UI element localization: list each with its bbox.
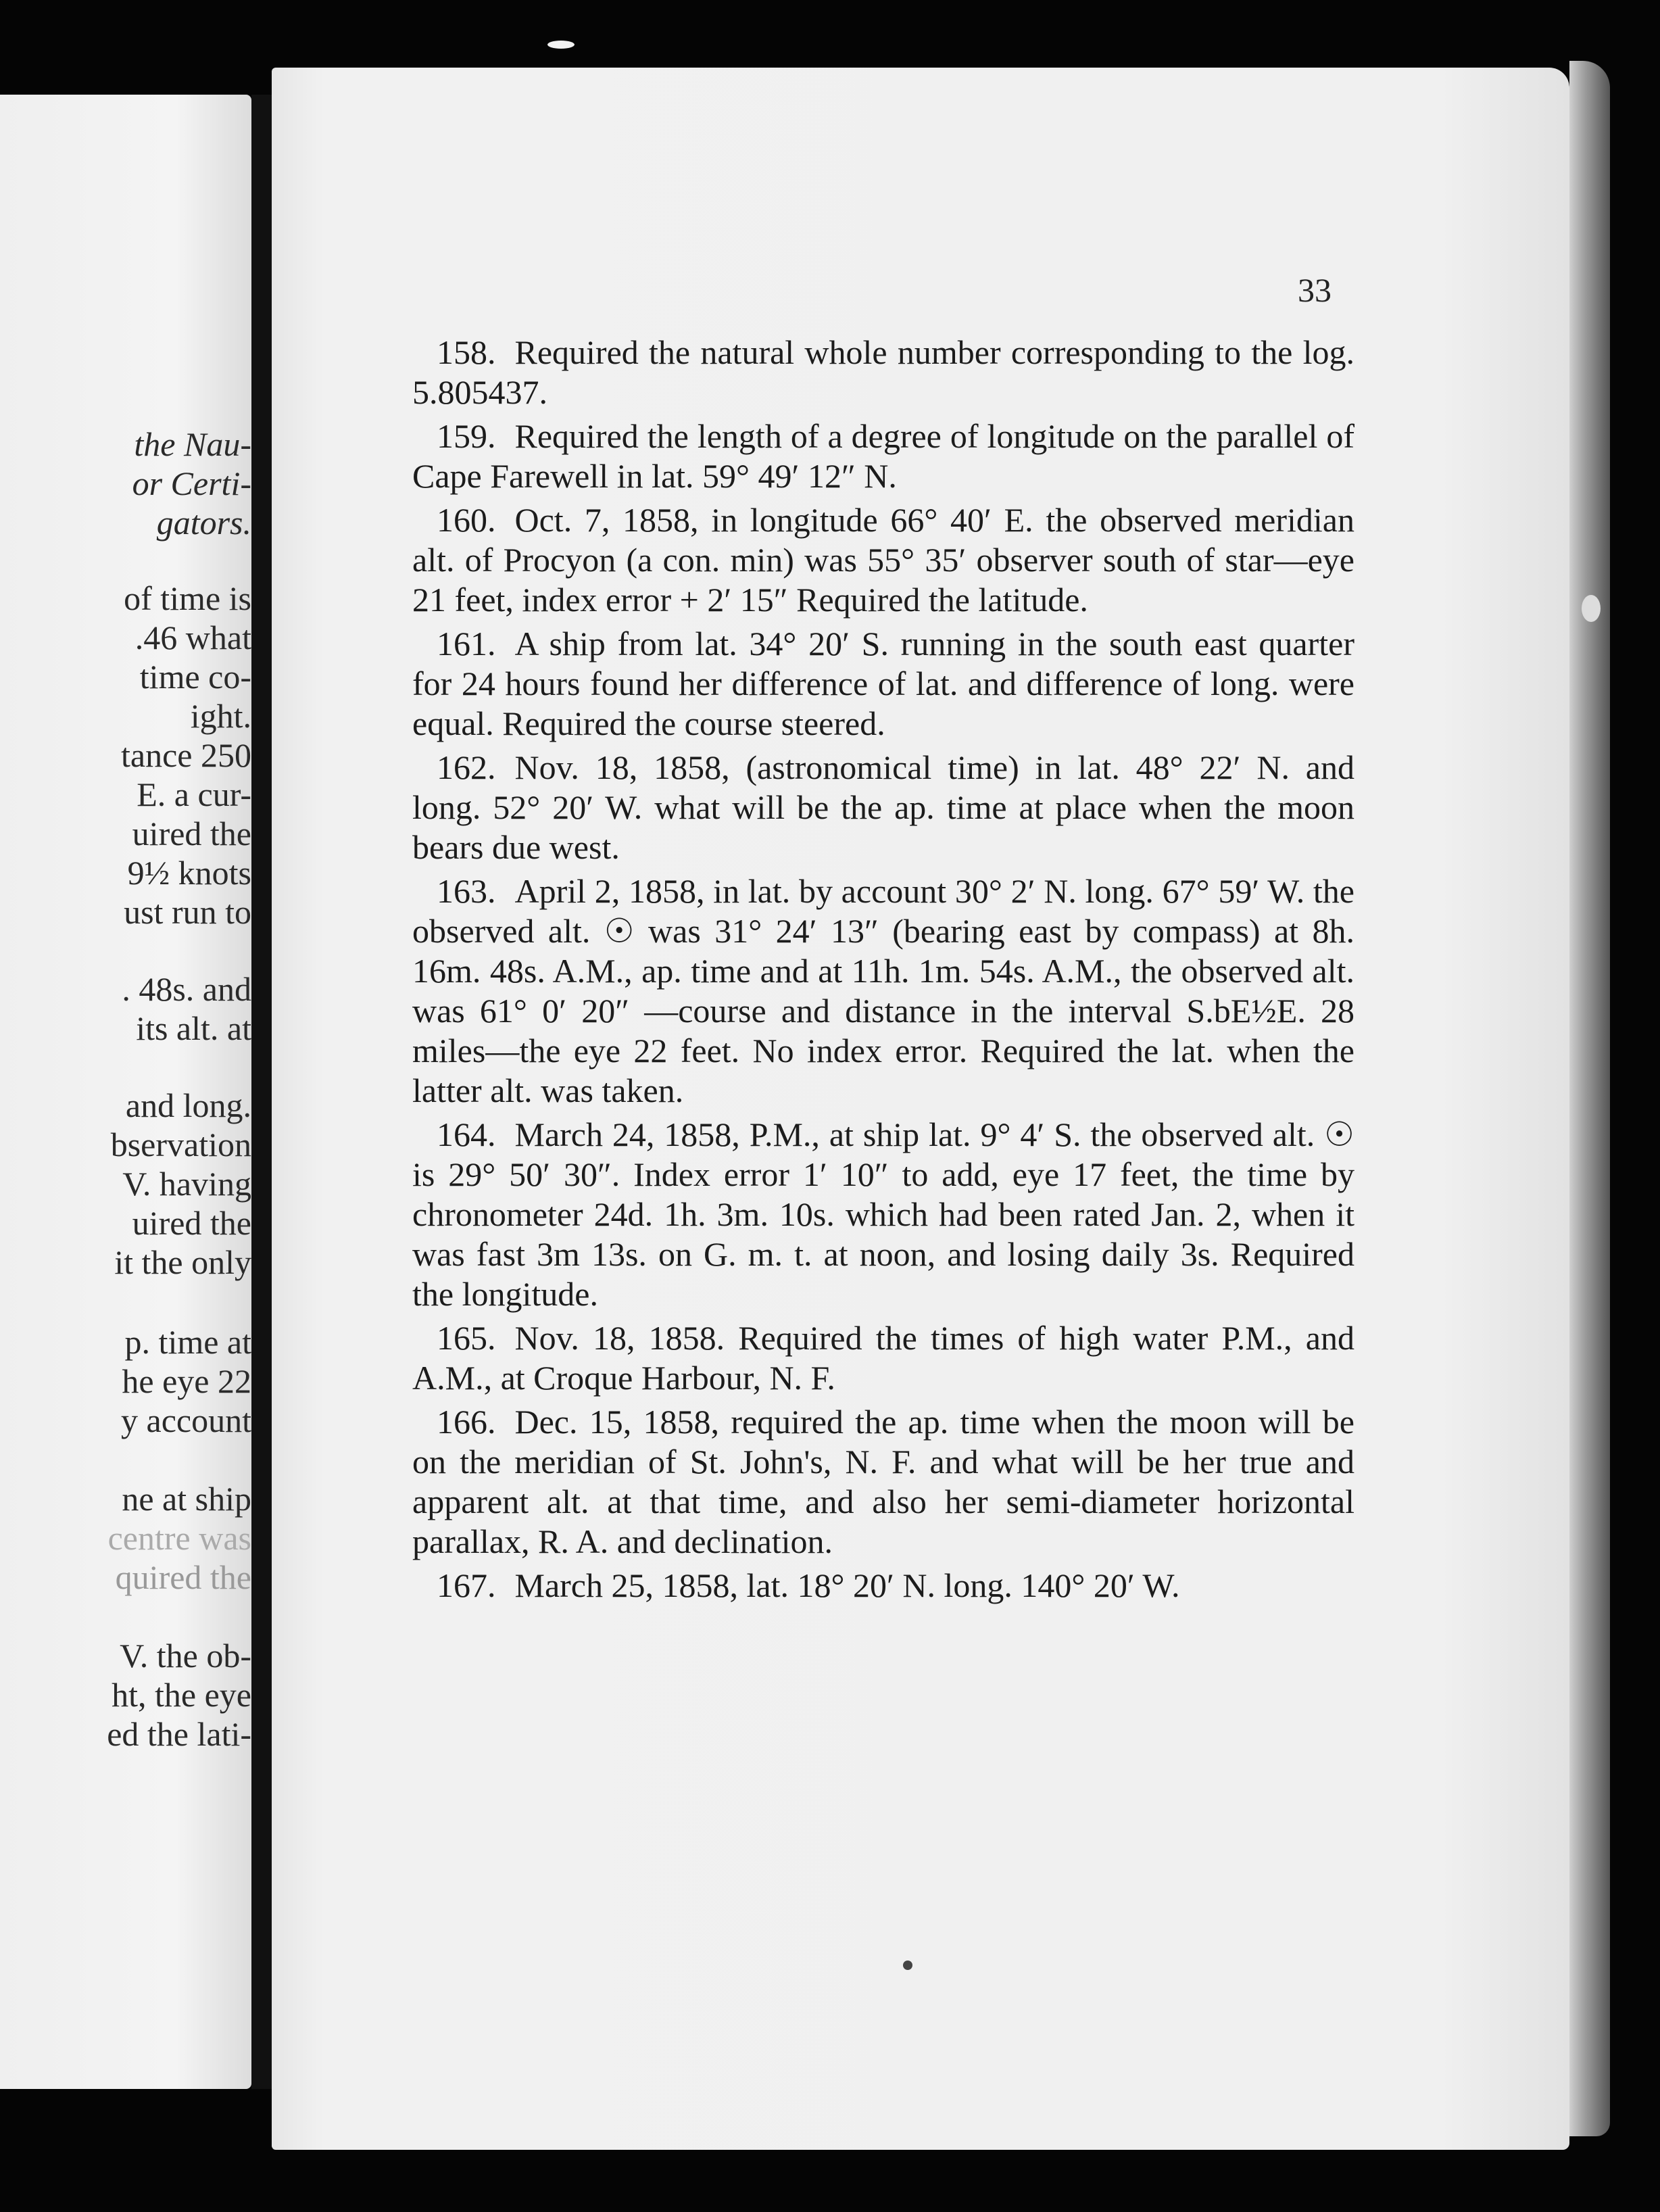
problem-164 — [412, 1115, 1354, 1314]
left-page-line: V. the ob- — [120, 1637, 251, 1675]
problem-161 — [412, 624, 1354, 744]
left-page-line: its alt. at — [136, 1009, 251, 1047]
problem-163 — [412, 871, 1354, 1111]
left-page-line: centre was — [107, 1519, 251, 1557]
left-page-line: bservation — [110, 1126, 251, 1163]
problem-160 — [412, 500, 1354, 620]
book-gutter — [251, 95, 272, 2089]
left-page-line: V. having — [122, 1165, 251, 1203]
problem-text: Nov. 18, 1858. Required the times of high water P.M., and A.M., at Croque Harbour, N. F. — [412, 1319, 1354, 1397]
left-page-line: or Certi- — [132, 464, 251, 502]
left-page-line: ight. — [190, 697, 251, 735]
page-edge — [1569, 61, 1610, 2136]
scan-speck — [903, 1961, 912, 1970]
problem-number: 162. — [437, 748, 496, 786]
left-page-line: quired the — [115, 1558, 251, 1596]
problem-text: Required the length of a degree of longitude on the parallel of Cape Farewell in lat. 59° 49′ 12″ N. — [412, 417, 1354, 495]
left-page-line: .46 what — [135, 619, 251, 656]
left-page-line: and long. — [125, 1086, 251, 1124]
left-page-line: the Nau- — [134, 425, 251, 463]
problem-162 — [412, 748, 1354, 867]
scan-speck — [547, 41, 575, 49]
problem-number: 163. — [437, 872, 496, 910]
problem-text: Dec. 15, 1858, required the ap. time when the moon will be on the meridian of St. John's, N. F. and what will be her true and apparent alt. at that time, and also her semi-diameter horizontal parallax, R. A. and declination. — [412, 1403, 1354, 1560]
left-page-line: E. a cur- — [137, 775, 251, 813]
problem-165 — [412, 1318, 1354, 1398]
problem-number: 167. — [437, 1566, 496, 1604]
problem-167 — [412, 1566, 1354, 1606]
problem-number: 165. — [437, 1319, 496, 1357]
left-facing-page — [0, 95, 251, 2089]
left-page-line: time co- — [139, 658, 251, 696]
left-page-line: gators. — [156, 504, 251, 542]
left-page-line: . 48s. and — [122, 970, 251, 1008]
left-page-line: uired the — [132, 1204, 251, 1242]
left-page-line: 9½ knots — [127, 854, 251, 892]
problem-166 — [412, 1402, 1354, 1562]
problem-158 — [412, 333, 1354, 412]
problem-text: March 24, 1858, P.M., at ship lat. 9° 4′ S. the observed alt. ☉ is 29° 50′ 30″. Index error 1′ 10″ to add, eye 17 feet, the time by chronometer 24d. 1h. 3m. 10s. which had been rated Jan. 2, when it was fast 3m 13s. on G. m. t. at noon, and losing daily 3s. Required the longitude. — [412, 1115, 1354, 1313]
left-page-line: ed the lati- — [107, 1715, 251, 1753]
left-page-line: tance 250 — [121, 736, 251, 774]
left-page-line: y account — [121, 1401, 251, 1439]
problem-text: Nov. 18, 1858, (astronomical time) in lat. 48° 22′ N. and long. 52° 20′ W. what will be the ap. time at place when the moon bears due west. — [412, 748, 1354, 866]
problem-number: 158. — [437, 333, 496, 371]
left-page-line: of time is — [124, 579, 251, 617]
page-number: 33 — [1298, 271, 1332, 309]
problem-text: Required the natural whole number corresponding to the log. 5.805437. — [412, 333, 1354, 411]
problem-text: Oct. 7, 1858, in longitude 66° 40′ E. the observed meridian alt. of Procyon (a con. min) was 55° 35′ observer south of star—eye 21 feet, index error + 2′ 15″ Required the latitude. — [412, 501, 1354, 619]
problem-text: April 2, 1858, in lat. by account 30° 2′ N. long. 67° 59′ W. the observed alt. ☉ was 31° 24′ 13″ (bearing east by compass) at 8h. 16m. 48s. A.M., ap. time and at 11h. 1m. 54s. A.M., the observed alt. was 61° 0′ 20″ —course and distance in the interval S.bE½E. 28 miles—the eye 22 feet. No index error. Required the lat. when the latter alt. was taken. — [412, 872, 1354, 1109]
problem-number: 161. — [437, 625, 496, 663]
problem-text: A ship from lat. 34° 20′ S. running in the south east quarter for 24 hours found her difference of lat. and difference of long. were equal. Required the course steered. — [412, 625, 1354, 742]
problem-159 — [412, 416, 1354, 496]
problems-text-block — [412, 333, 1354, 1610]
problem-number: 164. — [437, 1115, 496, 1153]
left-page-line: it the only — [114, 1243, 251, 1281]
left-page-line: ht, the eye — [112, 1676, 251, 1714]
problem-number: 166. — [437, 1403, 496, 1441]
left-page-line: p. time at — [124, 1323, 251, 1361]
left-page-line: ne at ship — [122, 1480, 251, 1518]
left-page-line: ust run to — [124, 893, 251, 931]
problem-number: 160. — [437, 501, 496, 539]
problem-number: 159. — [437, 417, 496, 455]
problem-text: March 25, 1858, lat. 18° 20′ N. long. 140° 20′ W. — [514, 1566, 1180, 1604]
left-page-line: he eye 22 — [122, 1362, 251, 1400]
left-page-line: uired the — [132, 815, 251, 852]
scan-speck — [1582, 595, 1601, 622]
